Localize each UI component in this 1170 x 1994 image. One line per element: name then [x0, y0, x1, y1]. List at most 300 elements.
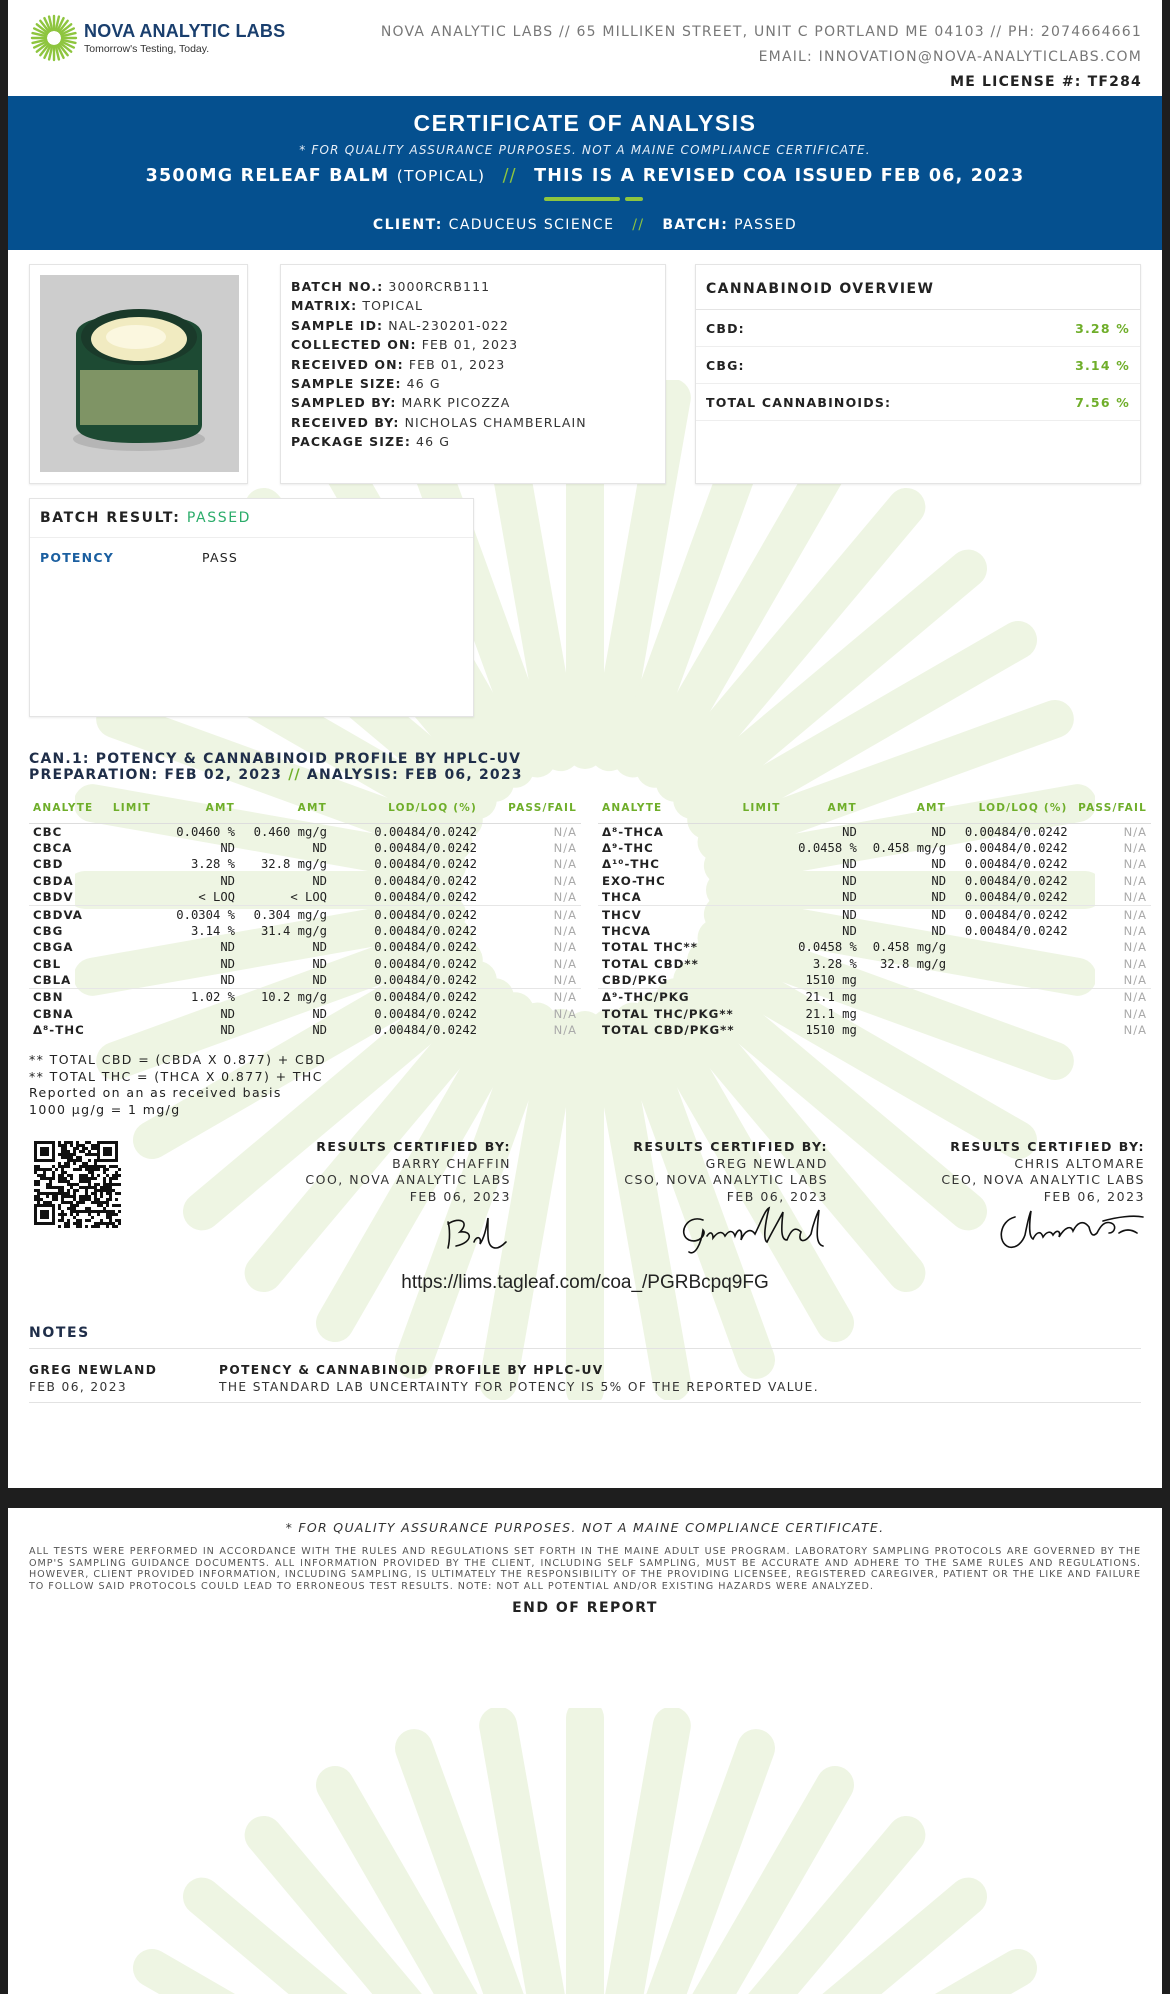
- column-header: AMT: [155, 793, 239, 823]
- overview-value: 7.56 %: [1075, 394, 1130, 410]
- cell-amt2: [861, 989, 950, 1006]
- section-dates: PREPARATION: FEB 02, 2023 // ANALYSIS: FEB 06, 2023: [29, 766, 523, 783]
- cell-analyte: Δ⁸-THCA: [602, 824, 664, 839]
- cell-analyte: Δ⁹-THC: [602, 840, 654, 855]
- cell-lod: 0.00484/0.0242: [950, 906, 1071, 923]
- cell-lod: 0.00484/0.0242: [374, 923, 477, 938]
- cell-pf: N/A: [553, 840, 577, 855]
- potency-section-title: [29, 752, 523, 783]
- cell-amt1: 0.0458 %: [798, 840, 857, 855]
- cell-amt2: ND: [931, 857, 947, 872]
- info-value: NICHOLAS CHAMBERLAIN: [404, 414, 587, 430]
- cell-lod: 0.00484/0.0242: [964, 923, 1068, 938]
- client-value: CADUCEUS SCIENCE: [448, 217, 615, 233]
- cell-pf: N/A: [1123, 923, 1147, 938]
- cell-analyte: CBCA: [33, 840, 73, 855]
- column-header: PASS/FAIL: [1072, 793, 1151, 823]
- sample-info-row: [291, 393, 655, 412]
- cell-amt2: 0.458 mg/g: [872, 940, 947, 955]
- cell-lod: 0.00484/0.0242: [374, 824, 477, 839]
- cell-pf: N/A: [553, 940, 577, 955]
- cell-analyte: TOTAL CBD**: [602, 957, 699, 972]
- sample-info-row: [291, 432, 655, 451]
- table-row: [598, 906, 1151, 923]
- cell-amt2: ND: [931, 923, 947, 938]
- info-label: SAMPLED BY:: [291, 395, 397, 411]
- cell-pf: N/A: [1123, 857, 1147, 872]
- cell-amt2: [861, 972, 950, 989]
- lab-logo: [30, 14, 285, 62]
- column-header: LIMIT: [107, 793, 155, 823]
- qr-code-icon[interactable]: [31, 1138, 124, 1231]
- cell-amt1: < LOQ: [198, 890, 235, 905]
- formula-line: ** TOTAL THC = (THCA X 0.877) + THC: [29, 1068, 323, 1084]
- cell-amt2: ND: [312, 973, 327, 988]
- cell-amt1: 0.0460 %: [176, 824, 235, 839]
- sample-info-row: [291, 296, 655, 315]
- cannabinoid-overview-card: [695, 264, 1141, 484]
- info-value: 46 G: [406, 376, 441, 392]
- cell-lod: 0.00484/0.0242: [374, 840, 477, 855]
- cell-amt1: 1510 mg: [805, 1023, 857, 1038]
- cell-amt2: ND: [312, 957, 327, 972]
- cell-limit: [739, 906, 785, 923]
- cell-analyte: THCV: [598, 906, 739, 923]
- info-label: SAMPLE ID:: [291, 317, 384, 333]
- cell-pf: N/A: [481, 906, 581, 923]
- cell-amt2: ND: [931, 824, 947, 839]
- cell-analyte: CBL: [33, 957, 62, 972]
- cell-amt1: 1510 mg: [805, 973, 857, 988]
- info-label: SAMPLE SIZE:: [291, 376, 402, 392]
- table-row: [29, 840, 581, 857]
- cell-limit: [739, 823, 785, 840]
- cell-amt2: < LOQ: [290, 890, 327, 905]
- signature-block-ceo: [941, 1139, 1145, 1205]
- cell-lod: [950, 939, 1071, 956]
- signer-title: COO, NOVA ANALYTIC LABS: [305, 1172, 511, 1188]
- cell-limit: [739, 889, 785, 906]
- cell-amt2: ND: [312, 1023, 327, 1038]
- cell-lod: 0.00484/0.0242: [964, 840, 1068, 855]
- cell-amt2: [861, 1022, 950, 1039]
- formula-line: Reported on an as received basis: [29, 1085, 282, 1100]
- cell-limit: [739, 856, 785, 873]
- report-page-2: [8, 1508, 1162, 1994]
- overview-row: [696, 347, 1140, 384]
- table-header-row: [29, 793, 581, 823]
- signature-heading: RESULTS CERTIFIED BY:: [316, 1139, 511, 1154]
- table-row: [598, 1006, 1151, 1023]
- cell-amt2: ND: [312, 840, 327, 855]
- sample-info-list: [281, 265, 665, 464]
- cell-limit: [739, 1022, 785, 1039]
- lab-license: ME LICENSE #: TF284: [950, 74, 1142, 90]
- cell-amt2: 0.458 mg/g: [872, 840, 947, 855]
- cell-pf: N/A: [553, 857, 577, 872]
- cell-lod: 0.00484/0.0242: [374, 890, 477, 905]
- info-label: RECEIVED ON:: [291, 356, 404, 372]
- overview-title: CANNABINOID OVERVIEW: [696, 265, 1140, 310]
- table-row: [598, 1022, 1151, 1039]
- note-text: THE STANDARD LAB UNCERTAINTY FOR POTENCY IS 5% OF THE REPORTED VALUE.: [219, 1379, 819, 1394]
- cell-analyte: TOTAL THC/PKG**: [602, 1006, 734, 1021]
- cell-analyte: CBD: [33, 857, 64, 872]
- table-row: [29, 939, 581, 956]
- table-row: [598, 889, 1151, 906]
- handwritten-signature-coo: [440, 1208, 510, 1258]
- cell-limit: [107, 856, 155, 873]
- cell-analyte: THCA: [602, 890, 642, 905]
- cell-limit: [107, 889, 155, 906]
- table-row: [598, 956, 1151, 973]
- title-banner: [8, 96, 1162, 250]
- analysis-date: ANALYSIS: FEB 06, 2023: [306, 766, 523, 783]
- cell-analyte: CBNA: [33, 1006, 74, 1021]
- product-name: 3500MG RELEAF BALM: [145, 166, 390, 186]
- table-row: [29, 1022, 581, 1039]
- cell-amt1: ND: [842, 890, 857, 905]
- cell-limit: [107, 1022, 155, 1039]
- client-separator: //: [632, 217, 645, 233]
- info-label: MATRIX:: [291, 298, 358, 314]
- handwritten-signature-cso: [673, 1200, 833, 1260]
- column-header: PASS/FAIL: [481, 793, 581, 823]
- cell-pf: N/A: [1123, 957, 1147, 972]
- overview-row: [696, 310, 1140, 347]
- section-heading: CAN.1: POTENCY & CANNABINOID PROFILE BY HPLC-UV: [29, 751, 522, 767]
- cell-pf: N/A: [553, 973, 577, 988]
- cell-limit: [107, 923, 155, 940]
- cell-amt1: ND: [220, 973, 235, 988]
- table-row: [598, 823, 1151, 840]
- product-photo: [40, 275, 239, 472]
- cell-amt1: ND: [220, 840, 235, 855]
- info-value: NAL-230201-022: [388, 317, 509, 333]
- cell-limit: [107, 939, 155, 956]
- formula-notes: [29, 1052, 326, 1118]
- batch-result-row: [30, 538, 473, 577]
- signature-heading: RESULTS CERTIFIED BY:: [633, 1139, 828, 1154]
- table-row: [29, 823, 581, 840]
- cell-lod: 0.00484/0.0242: [374, 874, 477, 889]
- logo-sunburst-icon: [30, 14, 78, 62]
- cell-analyte: CBDVA: [29, 906, 107, 923]
- cell-lod: 0.00484/0.0242: [964, 824, 1068, 839]
- sample-info-row: [291, 413, 655, 432]
- cell-lod: [950, 1022, 1071, 1039]
- notes-title: NOTES: [29, 1325, 90, 1341]
- sample-info-row: [291, 335, 655, 354]
- cell-amt2: ND: [312, 874, 327, 889]
- cell-lod: 0.00484/0.0242: [374, 1023, 477, 1038]
- cell-amt1: 3.28 %: [812, 957, 857, 972]
- cell-pf: N/A: [1123, 1023, 1147, 1038]
- notes-divider: [29, 1402, 1141, 1403]
- cell-amt2: 0.304 mg/g: [239, 906, 331, 923]
- cell-pf: N/A: [553, 824, 577, 839]
- logo-tagline: Tomorrow's Testing, Today.: [84, 43, 210, 55]
- cell-amt2: ND: [931, 874, 947, 889]
- sample-info-row: [291, 316, 655, 335]
- signature-date: FEB 06, 2023: [1043, 1188, 1145, 1204]
- cell-amt2: 32.8 mg/g: [880, 957, 947, 972]
- overview-label: CBG:: [706, 357, 745, 373]
- overview-row: [696, 384, 1140, 421]
- cell-limit: [739, 956, 785, 973]
- logo-name: NOVA ANALYTIC LABS: [84, 21, 286, 41]
- cell-limit: [739, 1006, 785, 1023]
- cell-analyte: CBC: [33, 824, 63, 839]
- product-line: [8, 166, 1162, 186]
- cell-amt1: 0.0304 %: [155, 906, 239, 923]
- info-value: FEB 01, 2023: [408, 356, 506, 372]
- cell-analyte: EXO-THC: [602, 874, 666, 889]
- cell-limit: [739, 923, 785, 940]
- cell-limit: [107, 972, 155, 989]
- cell-pf: N/A: [1123, 824, 1147, 839]
- note-heading: POTENCY & CANNABINOID PROFILE BY HPLC-UV: [219, 1363, 604, 1377]
- cell-lod: 0.00484/0.0242: [374, 957, 477, 972]
- note-author: GREG NEWLAND: [29, 1363, 158, 1377]
- lab-contact-block: [381, 20, 1142, 95]
- cell-amt1: ND: [842, 923, 857, 938]
- signature-block-coo: [305, 1139, 511, 1205]
- notes-divider: [29, 1348, 1141, 1349]
- client-batch-line: [8, 217, 1162, 233]
- test-name: POTENCY: [40, 550, 114, 565]
- cell-amt2: 32.8 mg/g: [260, 857, 327, 872]
- signature-block-cso: [624, 1139, 828, 1205]
- qa-note: * FOR QUALITY ASSURANCE PURPOSES. NOT A MAINE COMPLIANCE CERTIFICATE.: [285, 1520, 885, 1535]
- cell-analyte: CBDA: [33, 874, 74, 889]
- cell-limit: [739, 873, 785, 890]
- column-header: LIMIT: [739, 793, 785, 823]
- cell-analyte: Δ¹⁰-THC: [602, 857, 660, 872]
- cell-amt1: ND: [842, 824, 857, 839]
- test-result: PASS: [202, 550, 238, 565]
- cell-lod: 0.00484/0.0242: [964, 857, 1068, 872]
- table-row: [29, 972, 581, 989]
- cell-lod: [950, 989, 1071, 1006]
- cell-limit: [107, 956, 155, 973]
- batch-result-title: [30, 499, 473, 538]
- cell-limit: [107, 823, 155, 840]
- cell-pf: N/A: [1123, 940, 1147, 955]
- cell-pf: N/A: [553, 1006, 577, 1021]
- cell-amt1: 0.0458 %: [798, 940, 857, 955]
- page-title: CERTIFICATE OF ANALYSIS: [413, 110, 757, 136]
- cell-pf: N/A: [553, 923, 577, 938]
- batch-value: PASSED: [734, 217, 798, 233]
- column-header: AMT: [861, 793, 950, 823]
- signature-heading: RESULTS CERTIFIED BY:: [950, 1139, 1145, 1154]
- table-row: [598, 923, 1151, 940]
- cell-amt1: 21.1 mg: [785, 989, 861, 1006]
- table-row: [29, 923, 581, 940]
- cell-pf: N/A: [1072, 989, 1151, 1006]
- table-row: [29, 906, 581, 923]
- cell-lod: 0.00484/0.0242: [374, 1006, 477, 1021]
- cell-amt2: ND: [931, 890, 947, 905]
- cell-pf: N/A: [1123, 840, 1147, 855]
- cell-amt1: ND: [220, 1006, 235, 1021]
- cell-lod: 0.00484/0.0242: [964, 874, 1068, 889]
- cell-analyte: CBN: [29, 989, 107, 1006]
- product-separator: //: [502, 166, 517, 186]
- info-value: 3000RCRB111: [388, 279, 491, 294]
- product-type: (TOPICAL): [396, 167, 486, 185]
- info-label: BATCH NO.:: [291, 279, 384, 294]
- disclaimer-text: ALL TESTS WERE PERFORMED IN ACCORDANCE WITH THE RULES AND REGULATIONS SET FORTH IN THE MAINE ADULT USE PROGRAM. LABORATORY SAMPLING PROTOCOLS ARE GOVERNED BY THE OMP'S SAMPLING GUIDANCE DOCUMENTS. ALL INFORMATION PROVIDED BY THE CLIENT, INCLUDING SELF SAMPLING, MUST BE ACCURATE AND ADHERE TO THE SAME RULES AND REGULATIONS. HOWEVER, CLIENT PROVIDED INFORMATION, INCLUDING SAMPLING, IS ULTIMATELY THE RESPONSIBILITY OF THE PROVIDING LICENSEE, REGISTERED CAREGIVER, PATIENT OR THE LIKE AND FAILURE TO FOLLOW SAID PROTOCOLS COULD LEAD TO ERRONEOUS TEST RESULTS. NOTE: NOT ALL POTENTIAL AND/OR EXISTING HAZARDS WERE ANALYZED.: [29, 1546, 1141, 1592]
- signer-name: CHRIS ALTOMARE: [1014, 1155, 1145, 1171]
- cell-lod: [950, 956, 1071, 973]
- sample-info-row: [291, 355, 655, 374]
- coa-url-link[interactable]: https://lims.tagleaf.com/coa_/PGRBcpq9FG: [401, 1272, 769, 1293]
- cell-analyte: TOTAL CBD/PKG**: [602, 1023, 735, 1038]
- cell-pf: N/A: [481, 989, 581, 1006]
- cell-pf: N/A: [553, 957, 577, 972]
- cell-limit: [107, 1006, 155, 1023]
- cell-lod: 0.00484/0.0242: [964, 890, 1068, 905]
- cell-limit: [739, 972, 785, 989]
- cell-pf: N/A: [553, 874, 577, 889]
- cell-lod: 0.00484/0.0242: [331, 906, 481, 923]
- client-label: CLIENT:: [372, 217, 443, 233]
- sample-info-row: [291, 277, 655, 296]
- signature-date: FEB 06, 2023: [409, 1188, 511, 1204]
- table-row: [29, 873, 581, 890]
- cell-amt1: ND: [220, 874, 235, 889]
- cell-pf: N/A: [1123, 973, 1147, 988]
- revision-note: THIS IS A REVISED COA ISSUED FEB 06, 2023: [534, 166, 1025, 186]
- cell-pf: N/A: [553, 1023, 577, 1038]
- table-row: [29, 956, 581, 973]
- cell-lod: 0.00484/0.0242: [374, 857, 477, 872]
- cell-amt2: 31.4 mg/g: [260, 923, 327, 938]
- table-row: [598, 939, 1151, 956]
- table-row: [29, 856, 581, 873]
- watermark-sunburst-icon: [75, 1708, 1095, 1994]
- note-content-block: [219, 1362, 819, 1395]
- cell-amt1: ND: [842, 874, 857, 889]
- end-of-report: END OF REPORT: [512, 1600, 658, 1616]
- cell-amt1: ND: [220, 1023, 235, 1038]
- batch-result-label: BATCH RESULT:: [40, 510, 181, 526]
- info-value: MARK PICOZZA: [401, 395, 511, 411]
- cell-lod: [950, 972, 1071, 989]
- column-header: AMT: [785, 793, 861, 823]
- overview-value: 3.28 %: [1075, 320, 1130, 336]
- cell-limit: [107, 906, 155, 923]
- table-row: [598, 972, 1151, 989]
- cell-amt2: 0.460 mg/g: [253, 824, 327, 839]
- cell-pf: N/A: [1072, 906, 1151, 923]
- signer-name: GREG NEWLAND: [705, 1155, 828, 1171]
- note-date: FEB 06, 2023: [29, 1379, 128, 1394]
- cell-analyte: CBD/PKG: [602, 973, 669, 988]
- cell-analyte: CBGA: [33, 940, 74, 955]
- table-row: [598, 873, 1151, 890]
- cell-pf: N/A: [1123, 1006, 1147, 1021]
- handwritten-signature-ceo: [993, 1205, 1148, 1255]
- cell-amt2: ND: [312, 940, 327, 955]
- cell-lod: 0.00484/0.0242: [331, 989, 481, 1006]
- table-header-row: [598, 793, 1151, 823]
- cell-limit: [107, 873, 155, 890]
- column-header: AMT: [239, 793, 331, 823]
- cell-amt1: 3.14 %: [190, 923, 235, 938]
- cell-limit: [739, 989, 785, 1006]
- signer-name: BARRY CHAFFIN: [392, 1155, 511, 1171]
- cell-amt1: ND: [220, 957, 235, 972]
- cell-pf: N/A: [1123, 874, 1147, 889]
- signature-date: FEB 06, 2023: [726, 1188, 828, 1204]
- cell-analyte: CBLA: [33, 973, 72, 988]
- product-photo-card: [29, 264, 248, 484]
- cell-analyte: Δ⁸-THC: [33, 1023, 85, 1038]
- sample-info-row: [291, 374, 655, 393]
- batch-label: BATCH:: [662, 217, 729, 233]
- cell-analyte: CBDV: [33, 890, 74, 905]
- column-header: LOD/LOQ (%): [950, 793, 1071, 823]
- table-row: [29, 889, 581, 906]
- cell-limit: [739, 939, 785, 956]
- overview-value: 3.14 %: [1075, 357, 1130, 373]
- report-page-1: [8, 0, 1162, 1488]
- overview-label: TOTAL CANNABINOIDS:: [706, 394, 892, 410]
- cell-limit: [739, 840, 785, 857]
- cell-analyte: CBG: [33, 923, 64, 938]
- table-row: [598, 856, 1151, 873]
- cell-amt1: ND: [220, 940, 235, 955]
- cell-analyte: Δ⁹-THC/PKG: [598, 989, 739, 1006]
- info-label: COLLECTED ON:: [291, 337, 417, 353]
- column-header: ANALYTE: [598, 793, 739, 823]
- signer-title: CSO, NOVA ANALYTIC LABS: [624, 1172, 828, 1188]
- cell-analyte: TOTAL THC**: [602, 940, 698, 955]
- cell-lod: 0.00484/0.0242: [374, 973, 477, 988]
- cell-amt1: 21.1 mg: [805, 1006, 857, 1021]
- table-row: [598, 840, 1151, 857]
- prep-date: PREPARATION: FEB 02, 2023: [29, 766, 283, 783]
- formula-line: ** TOTAL CBD = (CBDA X 0.877) + CBD: [29, 1052, 327, 1067]
- cell-amt2: 10.2 mg/g: [239, 989, 331, 1006]
- overview-label: CBD:: [706, 320, 745, 336]
- table-row: [29, 989, 581, 1006]
- cell-amt1: ND: [785, 906, 861, 923]
- qa-subtitle: * FOR QUALITY ASSURANCE PURPOSES. NOT A MAINE COMPLIANCE CERTIFICATE.: [299, 143, 871, 157]
- potency-table-right: [598, 793, 1151, 1039]
- info-label: PACKAGE SIZE:: [291, 434, 411, 450]
- sample-info-card: [280, 264, 666, 484]
- cell-pf: N/A: [553, 890, 577, 905]
- cell-amt2: ND: [312, 1006, 327, 1021]
- cell-lod: [950, 1006, 1071, 1023]
- lab-address: NOVA ANALYTIC LABS // 65 MILLIKEN STREET, UNIT C PORTLAND ME 04103 // PH: 2074664661: [380, 24, 1142, 40]
- info-value: 46 G: [416, 434, 450, 450]
- cell-amt2: [861, 1006, 950, 1023]
- cell-amt2: ND: [861, 906, 950, 923]
- cell-limit: [107, 840, 155, 857]
- cell-analyte: THCVA: [602, 923, 652, 938]
- info-label: RECEIVED BY:: [291, 414, 400, 430]
- batch-result-card: [29, 498, 474, 717]
- info-value: TOPICAL: [362, 298, 424, 314]
- cell-amt1: 1.02 %: [155, 989, 239, 1006]
- signer-title: CEO, NOVA ANALYTIC LABS: [941, 1172, 1145, 1188]
- batch-result-value: PASSED: [186, 510, 252, 526]
